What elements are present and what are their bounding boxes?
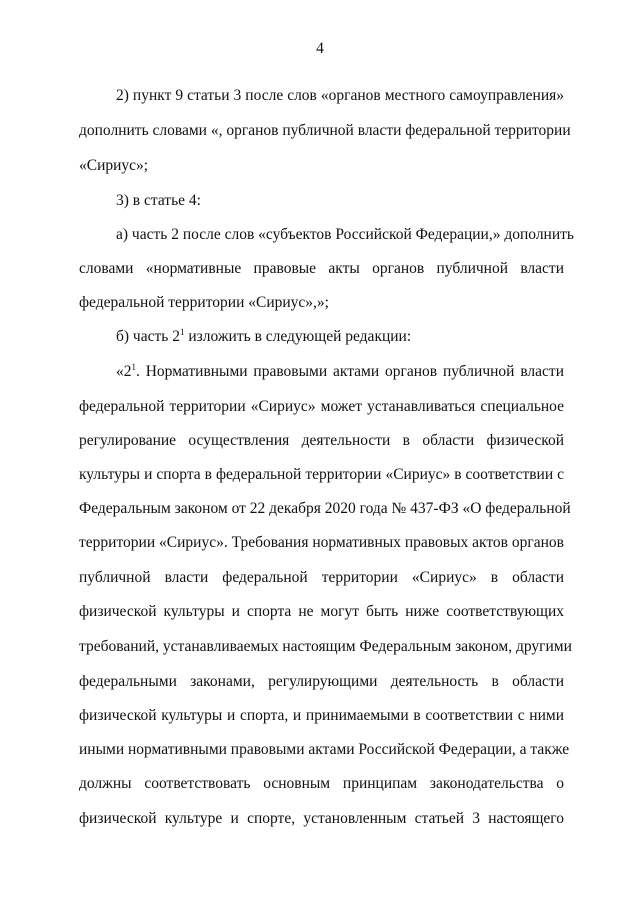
text-fragment: . Нормативными правовыми актами органов публичной власти: [136, 363, 564, 380]
text-line: иными нормативными правовыми актами Российской Федерации, а также: [79, 741, 570, 758]
text-fragment: изложить в следующей редакции:: [184, 328, 412, 345]
text-line: «Сириус»;: [79, 157, 149, 174]
text-line: физической культуре и спорте, установленным статьей 3 настоящего: [79, 810, 564, 827]
superscript: 1: [131, 362, 136, 372]
text-fragment: б) часть 2: [116, 328, 180, 345]
text-line: федеральной территории «Сириус» может устанавливаться специальное: [79, 398, 564, 415]
text-line: должны соответствовать основным принципам законодательства о: [79, 775, 564, 792]
text-line: а) часть 2 после слов «субъектов Российской Федерации,» дополнить: [116, 226, 574, 243]
text-line: федеральной территории «Сириус»,»;: [79, 294, 329, 311]
page-number: 4: [316, 40, 324, 57]
text-line: словами «нормативные правовые акты органов публичной власти: [79, 260, 564, 277]
text-line: культуры и спорта в федеральной территории «Сириус» в соответствии с: [79, 466, 564, 483]
text-line: федеральными законами, регулирующими деятельность в области: [79, 673, 564, 690]
text-line: [116, 362, 564, 382]
text-line: 2) пункт 9 статьи 3 после слов «органов местного самоуправления»: [116, 87, 564, 104]
text-line: 3) в статье 4:: [116, 192, 201, 209]
superscript: 1: [179, 327, 185, 337]
text-line: требований, устанавливаемых настоящим Федеральным законом, другими: [79, 638, 572, 655]
text-line: территории «Сириус». Требования нормативных правовых актов органов: [79, 534, 564, 551]
text-fragment: «2: [116, 363, 132, 380]
text-line: дополнить словами «, органов публичной власти федеральной территории: [79, 122, 571, 139]
text-line: [116, 327, 564, 347]
text-line: публичной власти федеральной территории «Сириус» в области: [79, 569, 564, 586]
text-line: физической культуры и спорта не могут быть ниже соответствующих: [79, 603, 564, 620]
text-line: Федеральным законом от 22 декабря 2020 года № 437-ФЗ «О федеральной: [79, 500, 571, 517]
text-line: регулирование осуществления деятельности в области физической: [79, 432, 564, 449]
text-line: физической культуры и спорта, и принимаемыми в соответствии с ними: [79, 707, 564, 724]
